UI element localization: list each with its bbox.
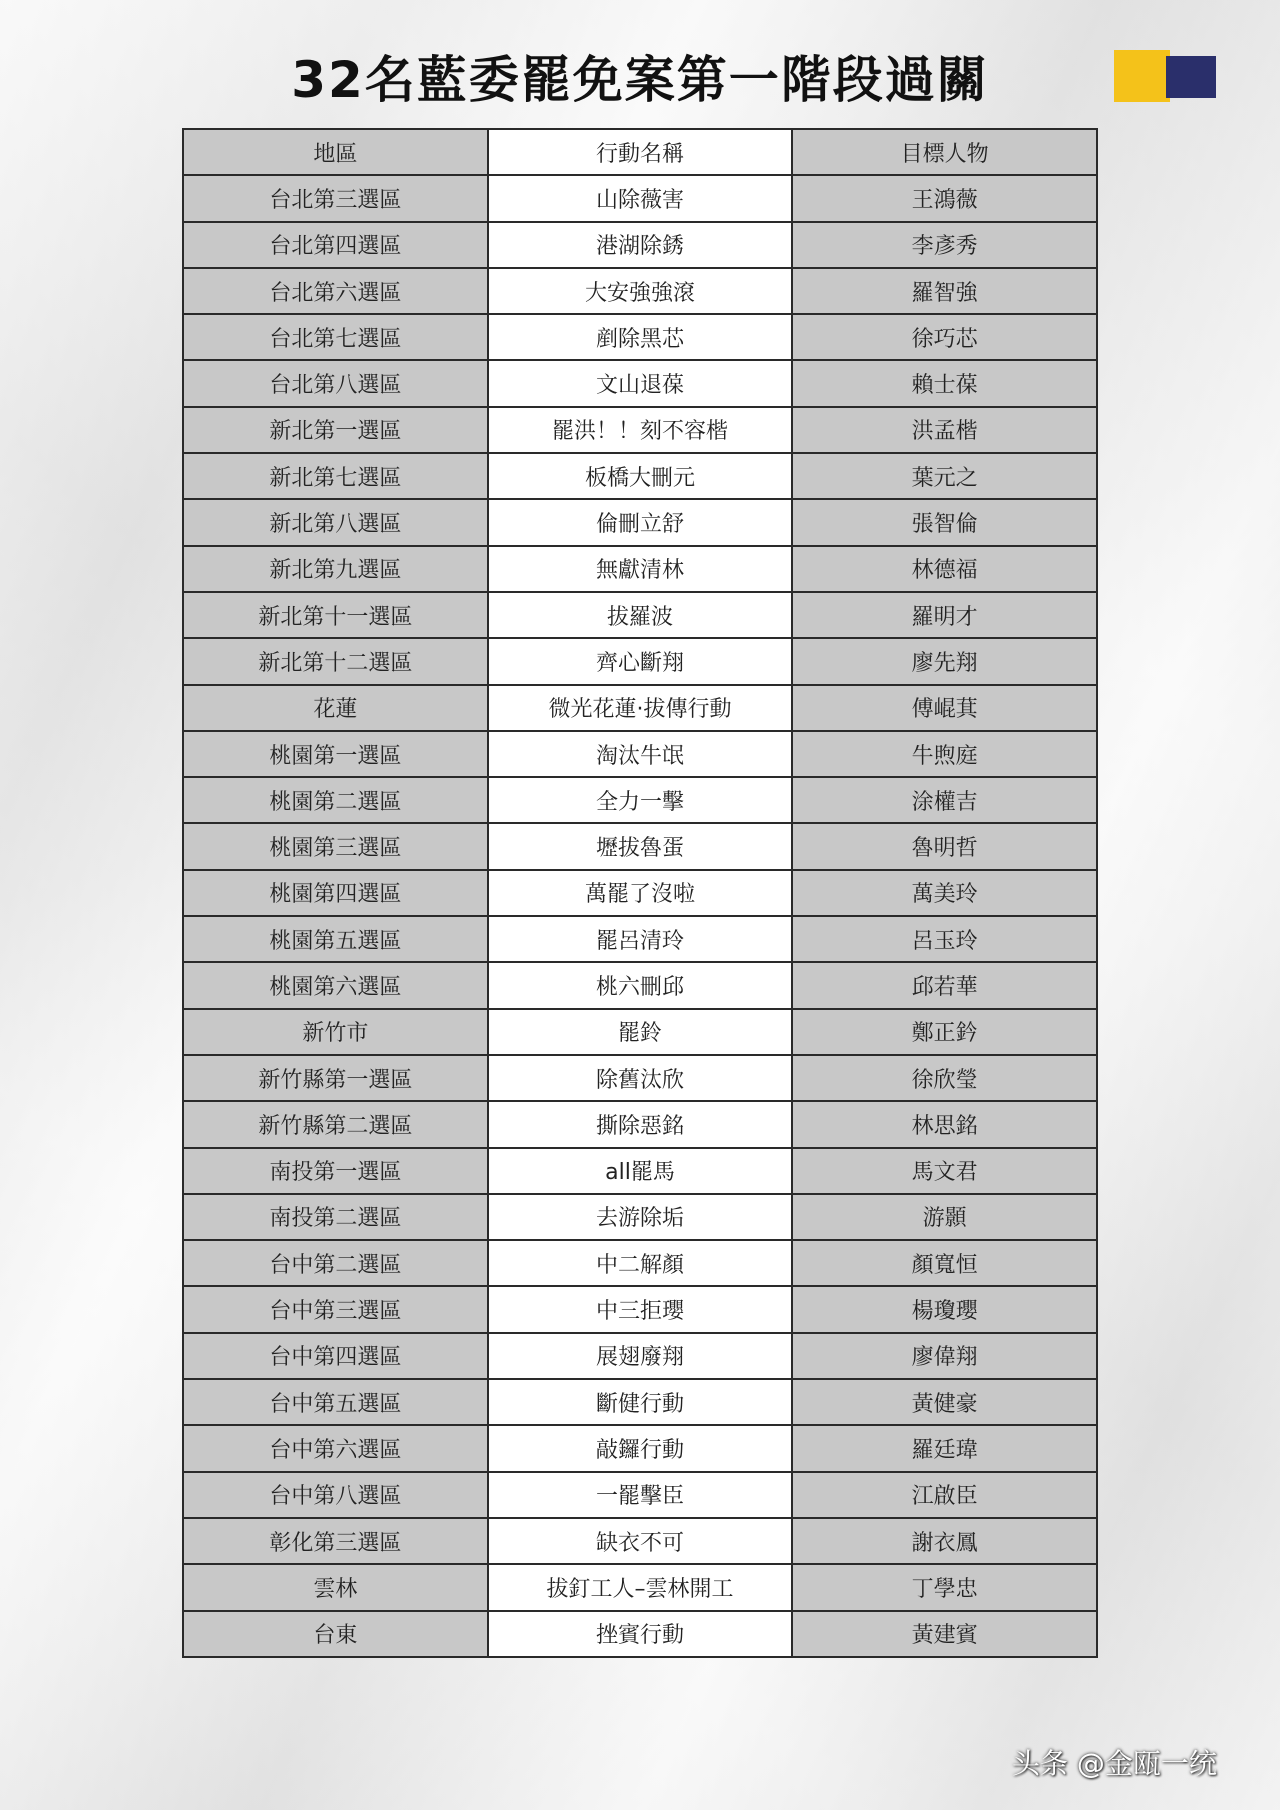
table-row — [183, 1101, 1097, 1147]
cell-target: 李彥秀 — [792, 222, 1097, 268]
table-row — [183, 592, 1097, 638]
cell-action: 缺衣不可 — [488, 1518, 793, 1564]
cell-target: 楊瓊瓔 — [792, 1286, 1097, 1332]
cell-target: 羅廷瑋 — [792, 1425, 1097, 1471]
table-row — [183, 1286, 1097, 1332]
cell-region: 台中第四選區 — [183, 1333, 488, 1379]
header-action: 行動名稱 — [488, 129, 793, 175]
cell-target: 廖偉翔 — [792, 1333, 1097, 1379]
table-row — [183, 1379, 1097, 1425]
cell-region: 台北第四選區 — [183, 222, 488, 268]
cell-action: 拔釘工人–雲林開工 — [488, 1564, 793, 1610]
table-row — [183, 360, 1097, 406]
table-row — [183, 175, 1097, 221]
cell-action: 桃六刪邱 — [488, 962, 793, 1008]
header-region: 地區 — [183, 129, 488, 175]
cell-action: 萬罷了沒啦 — [488, 870, 793, 916]
cell-action: 大安強強滾 — [488, 268, 793, 314]
cell-action: 齊心斷翔 — [488, 638, 793, 684]
cell-action: 港湖除銹 — [488, 222, 793, 268]
table-row — [183, 823, 1097, 869]
cell-action: 除舊汰欣 — [488, 1055, 793, 1101]
page-title: 32名藍委罷免案第一階段過關 — [291, 51, 989, 109]
cell-region: 新竹縣第一選區 — [183, 1055, 488, 1101]
cell-region: 桃園第五選區 — [183, 916, 488, 962]
cell-action: 倫刪立舒 — [488, 499, 793, 545]
cell-region: 雲林 — [183, 1564, 488, 1610]
table-row — [183, 685, 1097, 731]
table-row — [183, 546, 1097, 592]
cell-target: 黃健豪 — [792, 1379, 1097, 1425]
table-row — [183, 916, 1097, 962]
cell-target: 羅明才 — [792, 592, 1097, 638]
cell-target: 葉元之 — [792, 453, 1097, 499]
cell-region: 新北第九選區 — [183, 546, 488, 592]
cell-target: 邱若華 — [792, 962, 1097, 1008]
cell-action: 展翅廢翔 — [488, 1333, 793, 1379]
cell-region: 花蓮 — [183, 685, 488, 731]
cell-action: 山除薇害 — [488, 175, 793, 221]
header-target: 目標人物 — [792, 129, 1097, 175]
table-body — [183, 175, 1097, 1657]
cell-target: 魯明哲 — [792, 823, 1097, 869]
table-row — [183, 777, 1097, 823]
table-row — [183, 1055, 1097, 1101]
cell-region: 新北第一選區 — [183, 407, 488, 453]
table-header-row — [183, 129, 1097, 175]
cell-region: 新竹縣第二選區 — [183, 1101, 488, 1147]
cell-region: 新北第七選區 — [183, 453, 488, 499]
cell-target: 徐巧芯 — [792, 314, 1097, 360]
cell-region: 新北第八選區 — [183, 499, 488, 545]
logo-navy-square — [1166, 56, 1216, 98]
cell-region: 彰化第三選區 — [183, 1518, 488, 1564]
cell-target: 丁學忠 — [792, 1564, 1097, 1610]
table-row — [183, 407, 1097, 453]
cell-region: 台北第七選區 — [183, 314, 488, 360]
cell-action: all罷馬 — [488, 1148, 793, 1194]
logo-yellow-square — [1114, 50, 1170, 102]
cell-target: 江啟臣 — [792, 1472, 1097, 1518]
cell-action: 無獻清林 — [488, 546, 793, 592]
cell-region: 台中第三選區 — [183, 1286, 488, 1332]
cell-target: 涂權吉 — [792, 777, 1097, 823]
logo — [1114, 50, 1218, 102]
cell-region: 南投第一選區 — [183, 1148, 488, 1194]
table-row — [183, 870, 1097, 916]
cell-region: 桃園第一選區 — [183, 731, 488, 777]
cell-region: 台中第六選區 — [183, 1425, 488, 1471]
cell-action: 中三拒瓔 — [488, 1286, 793, 1332]
table-row — [183, 1009, 1097, 1055]
cell-region: 台東 — [183, 1611, 488, 1657]
cell-region: 台北第三選區 — [183, 175, 488, 221]
table-row — [183, 1148, 1097, 1194]
cell-target: 賴士葆 — [792, 360, 1097, 406]
cell-target: 徐欣瑩 — [792, 1055, 1097, 1101]
cell-action: 拔羅波 — [488, 592, 793, 638]
watermark: 头条 @金瓯一统 — [1012, 1747, 1217, 1780]
cell-region: 新竹市 — [183, 1009, 488, 1055]
cell-target: 羅智強 — [792, 268, 1097, 314]
cell-region: 桃園第三選區 — [183, 823, 488, 869]
cell-action: 斷健行動 — [488, 1379, 793, 1425]
table-row — [183, 1564, 1097, 1610]
cell-action: 一罷擊臣 — [488, 1472, 793, 1518]
cell-target: 鄭正鈐 — [792, 1009, 1097, 1055]
cell-target: 呂玉玲 — [792, 916, 1097, 962]
cell-target: 馬文君 — [792, 1148, 1097, 1194]
cell-target: 王鴻薇 — [792, 175, 1097, 221]
table-row — [183, 1611, 1097, 1657]
cell-target: 傅崐萁 — [792, 685, 1097, 731]
table-row — [183, 1472, 1097, 1518]
table-row — [183, 731, 1097, 777]
cell-region: 桃園第四選區 — [183, 870, 488, 916]
cell-region: 台北第六選區 — [183, 268, 488, 314]
table-row — [183, 1333, 1097, 1379]
table-row — [183, 453, 1097, 499]
cell-region: 台中第五選區 — [183, 1379, 488, 1425]
cell-region: 台北第八選區 — [183, 360, 488, 406]
cell-region: 台中第八選區 — [183, 1472, 488, 1518]
table-row — [183, 499, 1097, 545]
cell-target: 林德福 — [792, 546, 1097, 592]
table-row — [183, 314, 1097, 360]
cell-action: 剷除黑芯 — [488, 314, 793, 360]
cell-region: 南投第二選區 — [183, 1194, 488, 1240]
recall-table-container — [182, 128, 1098, 1658]
cell-target: 萬美玲 — [792, 870, 1097, 916]
cell-action: 罷呂清玲 — [488, 916, 793, 962]
cell-region: 新北第十一選區 — [183, 592, 488, 638]
recall-table — [182, 128, 1098, 1658]
cell-action: 罷洪！！刻不容楷 — [488, 407, 793, 453]
cell-action: 罷鈴 — [488, 1009, 793, 1055]
table-row — [183, 1425, 1097, 1471]
cell-action: 去游除垢 — [488, 1194, 793, 1240]
cell-region: 桃園第二選區 — [183, 777, 488, 823]
cell-region: 台中第二選區 — [183, 1240, 488, 1286]
cell-action: 文山退葆 — [488, 360, 793, 406]
cell-action: 壢拔魯蛋 — [488, 823, 793, 869]
cell-action: 挫賓行動 — [488, 1611, 793, 1657]
cell-target: 張智倫 — [792, 499, 1097, 545]
table-row — [183, 1240, 1097, 1286]
table-row — [183, 222, 1097, 268]
cell-action: 微光花蓮·拔傳行動 — [488, 685, 793, 731]
cell-target: 廖先翔 — [792, 638, 1097, 684]
table-row — [183, 638, 1097, 684]
cell-action: 中二解顏 — [488, 1240, 793, 1286]
cell-region: 新北第十二選區 — [183, 638, 488, 684]
cell-action: 全力一擊 — [488, 777, 793, 823]
cell-target: 黃建賓 — [792, 1611, 1097, 1657]
cell-target: 游顥 — [792, 1194, 1097, 1240]
table-row — [183, 1518, 1097, 1564]
cell-region: 桃園第六選區 — [183, 962, 488, 1008]
cell-target: 林思銘 — [792, 1101, 1097, 1147]
cell-target: 謝衣鳳 — [792, 1518, 1097, 1564]
table-row — [183, 1194, 1097, 1240]
cell-target: 洪孟楷 — [792, 407, 1097, 453]
cell-target: 牛煦庭 — [792, 731, 1097, 777]
cell-action: 板橋大刪元 — [488, 453, 793, 499]
cell-action: 淘汰牛氓 — [488, 731, 793, 777]
table-row — [183, 962, 1097, 1008]
table-row — [183, 268, 1097, 314]
cell-action: 撕除惡銘 — [488, 1101, 793, 1147]
cell-action: 敲鑼行動 — [488, 1425, 793, 1471]
cell-target: 顏寬恒 — [792, 1240, 1097, 1286]
